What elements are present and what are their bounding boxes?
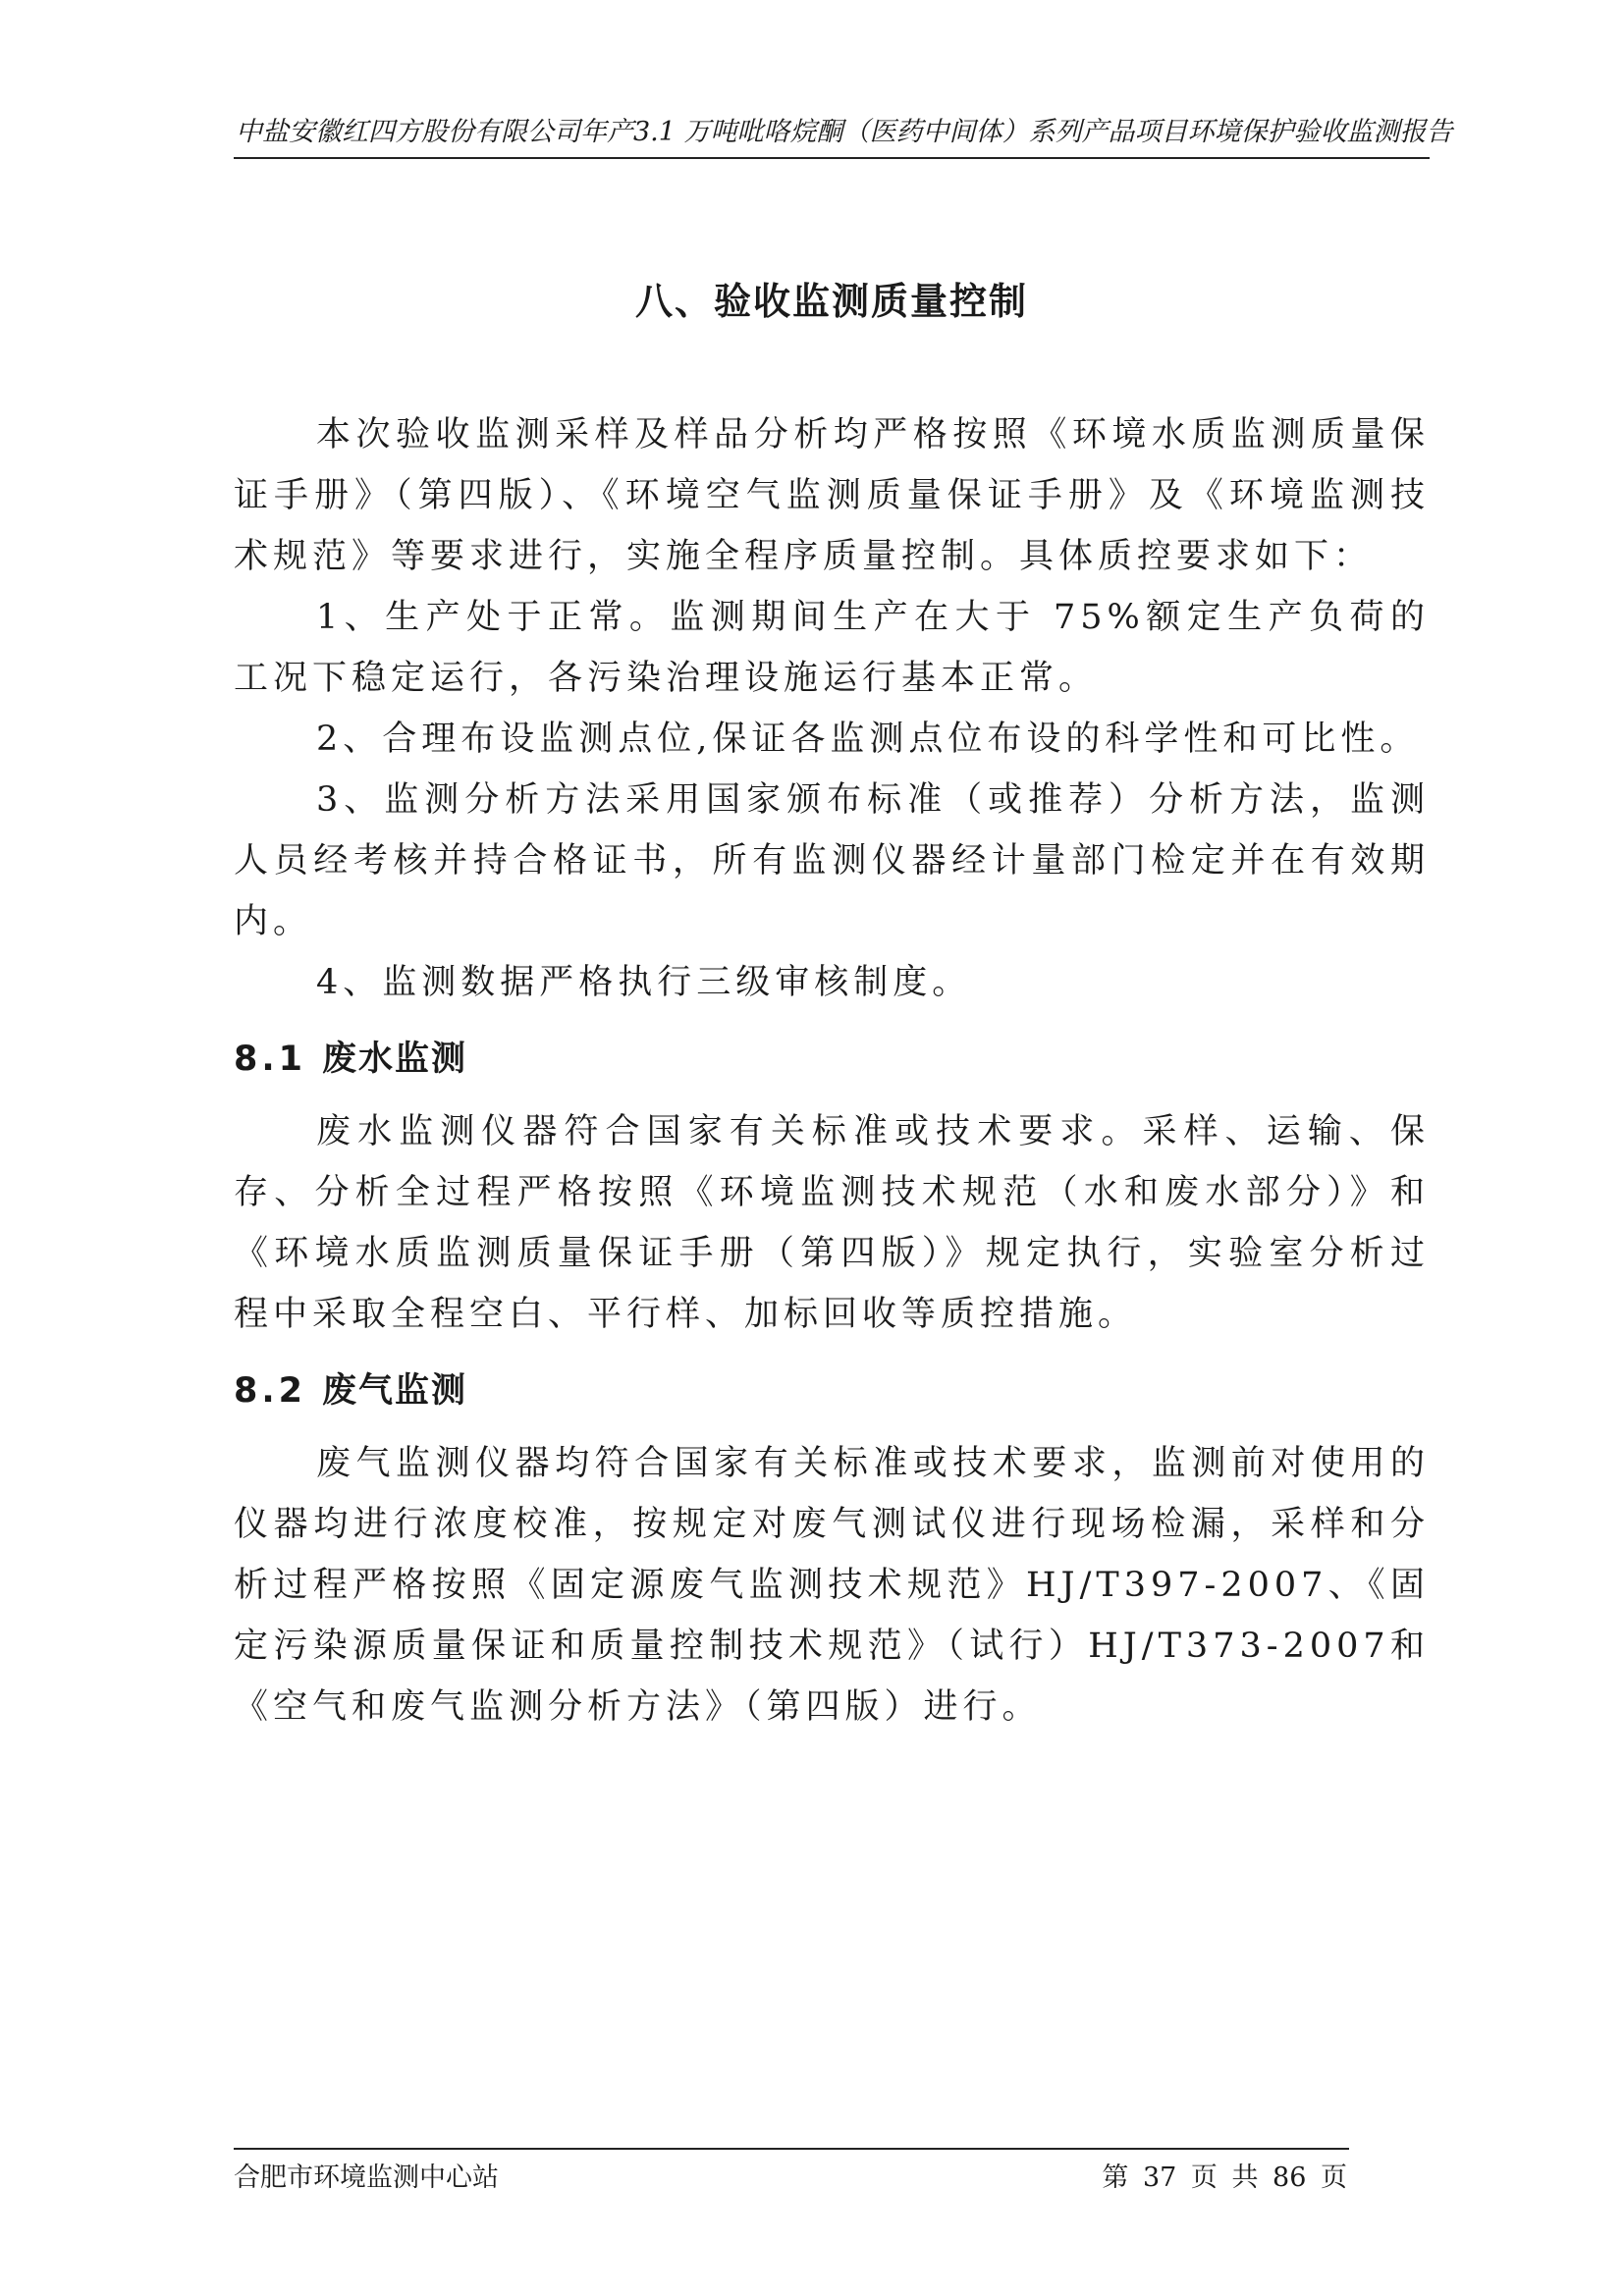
section-number: 8.2 xyxy=(234,1371,307,1411)
footer-divider xyxy=(234,2148,1349,2150)
requirement-item-4: 4、监测数据严格执行三级审核制度。 xyxy=(316,963,972,1002)
chapter-title: 八、验收监测质量控制 xyxy=(634,280,1028,323)
footer-organization: 合肥市环境监测中心站 xyxy=(234,2163,499,2193)
document-body xyxy=(234,404,1430,1737)
section-heading-wastewater xyxy=(234,1029,1430,1090)
intro-paragraph: 本次验收监测采样及样品分析均严格按照《环境水质监测质量保证手册》（第四版）、《环境空气监测质量保证手册》及《环境监测技术规范》等要求进行，实施全程序质量控制。具体质控要求如下： xyxy=(234,415,1430,576)
exhaust-gas-paragraph: 废气监测仪器均符合国家有关标准或技术要求，监测前对使用的仪器均进行浓度校准，按规定对废气测试仪进行现场检漏，采样和分析过程严格按照《固定源废气监测技术规范》HJ/T397-2007、《固定污染源质量保证和质量控制技术规范》（试行）HJ/T373-2007和《空气和废气监测分析方法》（第四版）进行。 xyxy=(234,1444,1430,1727)
requirement-item-1: 1、生产处于正常。监测期间生产在大于 75%额定生产负荷的工况下稳定运行，各污染治理设施运行基本正常。 xyxy=(234,598,1430,698)
section-heading-exhaust-gas xyxy=(234,1361,1430,1421)
section-title: 废气监测 xyxy=(322,1371,468,1411)
section-number: 8.1 xyxy=(234,1040,307,1079)
footer-page-number: 第 37 页 共 86 页 xyxy=(1102,2163,1347,2193)
requirement-item-3: 3、监测分析方法采用国家颁布标准（或推荐）分析方法，监测人员经考核并持合格证书，所有监测仪器经计量部门检定并在有效期内。 xyxy=(234,780,1430,941)
section-title: 废水监测 xyxy=(322,1040,468,1079)
header-divider xyxy=(234,157,1430,159)
wastewater-paragraph: 废水监测仪器符合国家有关标准或技术要求。采样、运输、保存、分析全过程严格按照《环境监测技术规范（水和废水部分）》和《环境水质监测质量保证手册（第四版）》规定执行，实验室分析过程中采取全程空白、平行样、加标回收等质控措施。 xyxy=(234,1112,1430,1334)
report-header-title: 中盐安徽红四方股份有限公司年产3.1 万吨吡咯烷酮（医药中间体）系列产品项目环境保护验收监测报告 xyxy=(236,117,1453,147)
requirement-item-2: 2、合理布设监测点位,保证各监测点位布设的科学性和可比性。 xyxy=(316,720,1420,759)
